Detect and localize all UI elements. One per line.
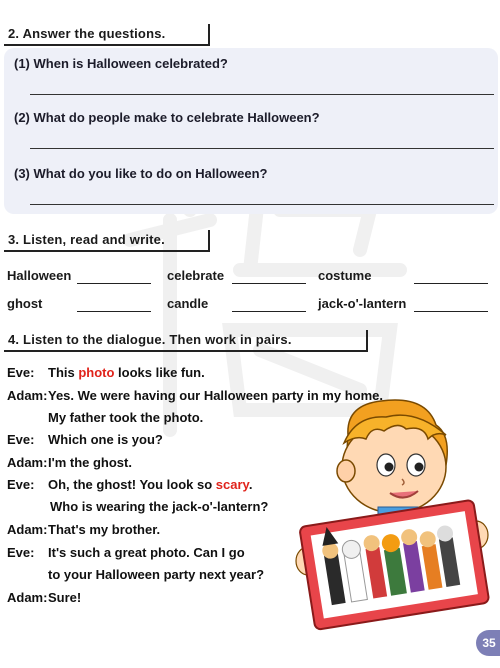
word-ghost: ghost: [7, 296, 43, 311]
blank-celebrate[interactable]: [232, 283, 306, 284]
blank-ghost[interactable]: [77, 311, 151, 312]
dialogue-line-11: Sure!: [48, 590, 82, 605]
word-halloween: Halloween: [7, 268, 72, 283]
word-candle: candle: [167, 296, 209, 311]
answer-line-2[interactable]: [30, 148, 494, 149]
section-3-heading: 3. Listen, read and write.: [4, 230, 210, 252]
word-jack-o-lantern: jack-o'-lantern: [318, 296, 407, 311]
word-celebrate: celebrate: [167, 268, 225, 283]
blank-costume[interactable]: [414, 283, 488, 284]
question-2: (2) What do people make to celebrate Halloween?: [14, 110, 320, 125]
dialogue-line-6: Oh, the ghost! You look so scary.: [48, 477, 253, 492]
speaker-eve: Eve:: [7, 477, 35, 492]
section-2-heading: 2. Answer the questions.: [4, 24, 210, 46]
questions-box: [4, 48, 498, 214]
word-costume: costume: [318, 268, 372, 283]
dialogue-line-8: That's my brother.: [48, 522, 161, 537]
speaker-eve: Eve:: [7, 365, 35, 380]
section-4-heading: 4. Listen to the dialogue. Then work in pairs.: [4, 330, 368, 352]
speaker-eve: Eve:: [7, 432, 35, 447]
blank-candle[interactable]: [232, 311, 306, 312]
dialogue-line-7: Who is wearing the jack-o'-lantern?: [50, 499, 269, 514]
question-3: (3) What do you like to do on Halloween?: [14, 166, 268, 181]
dialogue-line-3: My father took the photo.: [48, 410, 204, 425]
question-1: (1) When is Halloween celebrated?: [14, 56, 228, 71]
speaker-adam: Adam:: [7, 522, 48, 537]
speaker-eve: Eve:: [7, 545, 35, 560]
dialogue-line-5: I'm the ghost.: [48, 455, 132, 470]
speaker-adam: Adam:: [7, 590, 48, 605]
blank-halloween[interactable]: [77, 283, 151, 284]
speaker-adam: Adam:: [7, 388, 48, 403]
highlight-word-scary: scary: [215, 477, 249, 492]
blank-jack-o-lantern[interactable]: [414, 311, 488, 312]
dialogue-line-2: Yes. We were having our Halloween party in my home.: [48, 388, 383, 403]
boy-with-photo-illustration: [286, 395, 500, 635]
dialogue-line-4: Which one is you?: [48, 432, 163, 447]
speaker-adam: Adam:: [7, 455, 48, 470]
highlight-word-photo: photo: [78, 365, 115, 380]
dialogue-line-1: This photo looks like fun.: [48, 365, 205, 380]
dialogue-line-10: to your Halloween party next year?: [48, 567, 265, 582]
answer-line-3[interactable]: [30, 204, 494, 205]
answer-line-1[interactable]: [30, 94, 494, 95]
dialogue-line-9: It's such a great photo. Can I go: [48, 545, 245, 560]
page-number: 35: [476, 630, 500, 656]
